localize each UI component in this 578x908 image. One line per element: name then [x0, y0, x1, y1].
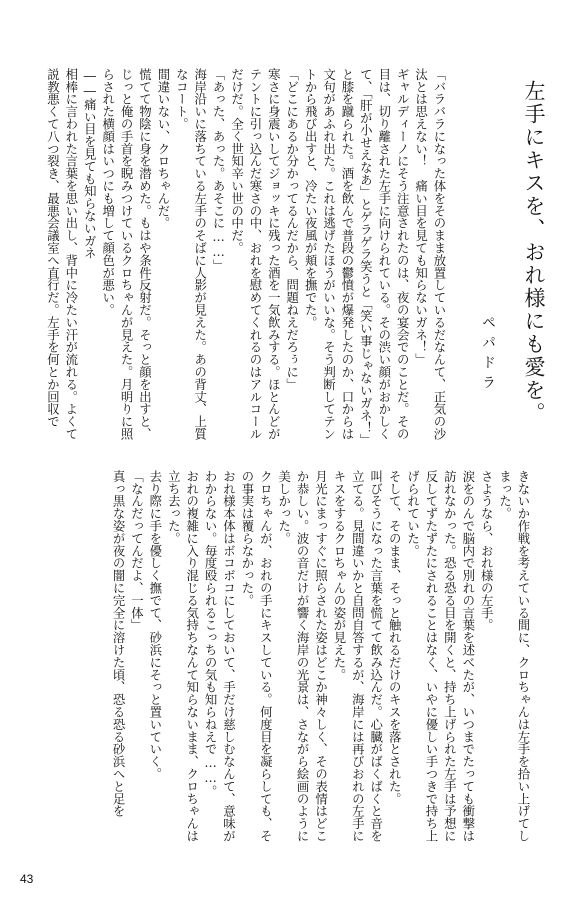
page-number: 43	[20, 872, 34, 886]
paragraph: 「あった、あった。あそこに……」	[211, 68, 227, 272]
paragraph: 間違いない、クロちゃんだ。	[155, 68, 171, 230]
paragraph: さようなら、おれ様の左手。	[479, 470, 495, 632]
paragraph: 「どこにあるか分かってるんだから、問題ねえだろぅに」	[284, 68, 300, 391]
story-title: 左手にキスを、おれ様にも愛を。	[522, 80, 546, 425]
paragraph: 月光にまっすぐに照らされた姿はどこか神々しく、その表情はどこか恭しい。波の音だけが響く海岸の光景は、さながら絵画のように美しかった。	[276, 470, 329, 842]
paragraph: 去り際に手を優しく撫でて、砂浜にそっと置いていく。	[147, 470, 163, 780]
paragraph: 相棒に言われた言葉を思い出し、背中に冷たい汗が流れる。よくて説教悪くて八つ裂き、最悪会議室へ直行だ。左手を何とか回収で	[45, 68, 79, 440]
upper-text-column	[3, 68, 448, 446]
paragraph: ――痛い目を見ても知らないガネ	[82, 68, 98, 260]
paragraph: 寒さに身震いしてジョッキに残った酒を一気飲みする。ほとんどがテントに引っ込んだ寒さの中、おれを慰めてくれるのはアルコールだけだ。全く世知辛い世の中だ。	[229, 68, 282, 440]
paragraph: 慌てて物陰に身を潜めた。もはや条件反射だ。そっと顔を出すと、じっと俺の手首を睨みつけているクロちゃんが見えた。月明りに照らされた横顔はいつにも増して顔色が悪い。	[100, 68, 153, 440]
paragraph: おれの複雑に入り混じる気持ちなんて知らないまま、クロちゃんは立ち去った。	[166, 470, 200, 842]
paragraph: 真っ黒な姿が夜の闇に完全に溶けた頃、恐る恐る砂浜へと足を	[111, 470, 127, 818]
paragraph: そして、そのまま、そっと触れるだけのキスを落とされた。	[387, 470, 403, 805]
paragraph: クロちゃんが、おれの手にキスしている。何度目を凝らしても、その事実は覆らなかった。	[239, 470, 274, 842]
paragraph: きないか作戦を考えている間に、クロちゃんは左手を拾い上げてしまった。	[497, 470, 531, 842]
paragraph: おれ様本体はボコボコにしておいて、手だけ慈しむなんて、意味がわからない。毎度殴られるこっちの気も知らねえで……。	[203, 470, 237, 842]
paragraph: 叫びそうになった言葉を慌てて飲み込んだ。心臓がばくばくと音を立てる。見間違いかと自問自答するが、海岸には再びおれの左手にキスをするクロちゃんの姿が見えた。	[331, 470, 384, 842]
paragraph: 「なんだってんだよ、一体」	[129, 470, 145, 632]
paragraph: 涙をのんで脳内で別れの言葉を述べたが、いつまでたっても衝撃は訪れなかった。恐る恐る目を開くと、持ち上げられた左手は予想に反してずたずたにされることはなく、いやに優しい手つきで持ち上げられていた。	[405, 470, 476, 842]
author-name: ペパドラ	[480, 315, 496, 395]
paragraph: 海岸沿いに落ちている左手のそばに人影が見えた。あの背丈、上質なコート。	[174, 68, 208, 440]
paragraph: 「バラバラになった体をそのまま放置しているだなんて、正気の沙汰とは思えない！ 痛い目を見ても知らないガネ！」	[413, 68, 447, 440]
paragraph: ギャルディーノにそう注意されたのは、夜の宴会でのことだ。その目は、切り離された左手に向けられている。その渋い顔がおかしくて、「肝が小せえなあ」とゲラゲラ笑うと「笑い事じゃないガネ！」と膝を蹴られた。酒を飲んで普段の鬱憤が爆発したのか、口からは文句があふれ出た。これは逃げたほうがいいな。そう判断してテントから飛び出すと、冷たい夜風が頬を撫でた。	[303, 68, 411, 440]
lower-text-column	[12, 470, 532, 846]
